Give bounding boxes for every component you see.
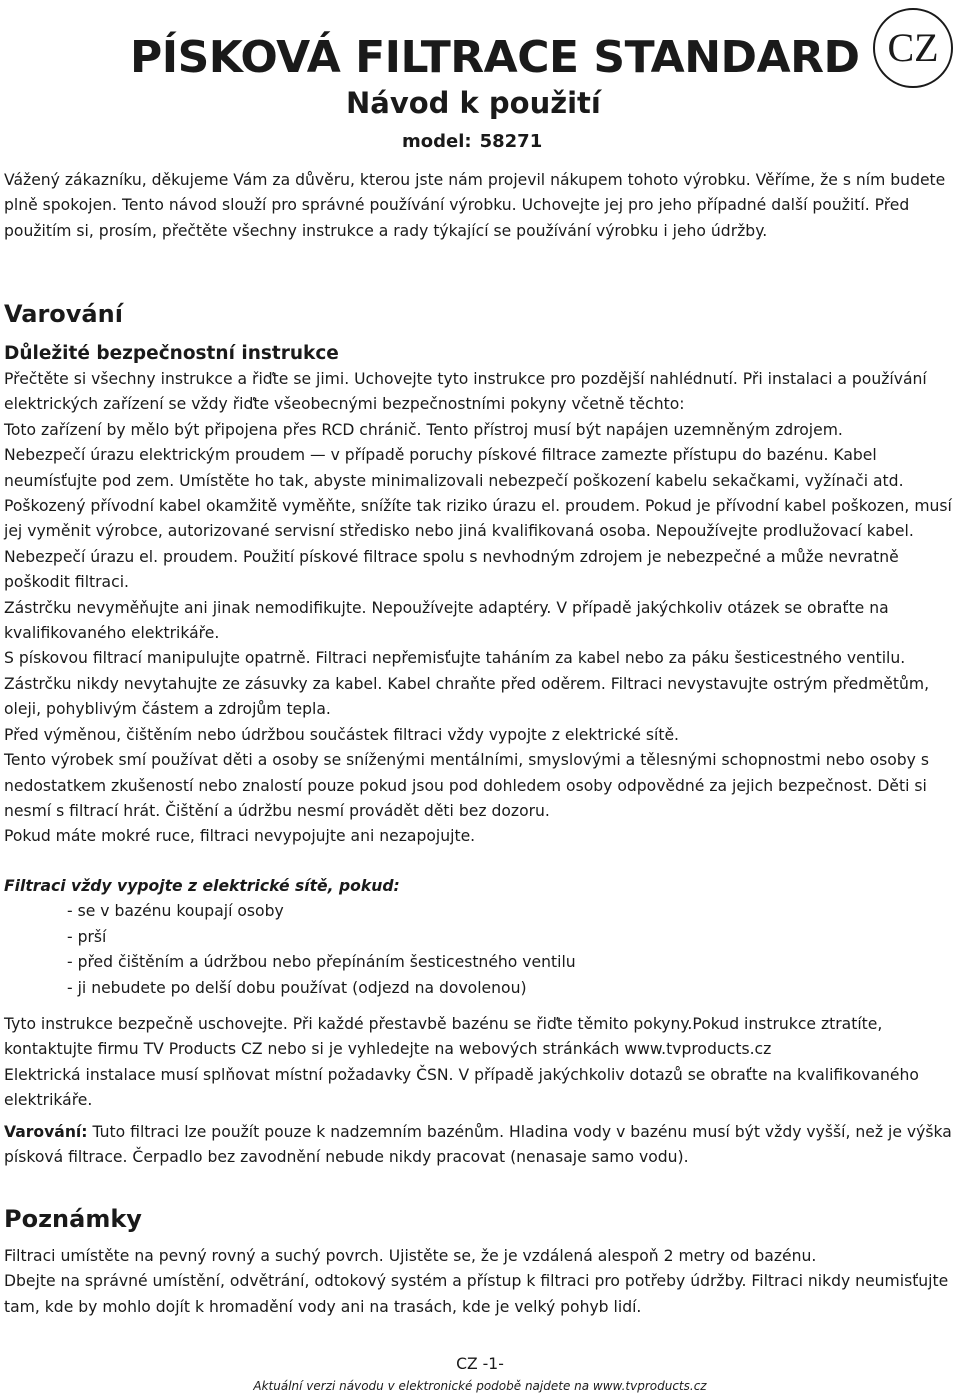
final-warning-text: Tuto filtraci lze použít pouze k nadzemním bazénům. Hladina vody v bazénu musí být vždy vyšší, než je výška písková filtrace. Čerpadlo bez zavodnění nebude nikdy pracovat (nenasaje samo vodu). [4,1123,952,1167]
intro-block [4,168,956,244]
safety-paragraph: Zástrčku nevyměňujte ani jinak nemodifikujte. Nepoužívejte adaptéry. V případě jakýchkoliv otázek se obraťte na kvalifikovaného elektrikáře. [4,598,889,643]
unplug-list [4,899,956,1001]
keep-paragraph: Tyto instrukce bezpečně uschovejte. Při každé přestavbě bazénu se řiďte těmito pokyny.Pokud instrukce ztratíte, kontaktujte firmu TV Products CZ nebo si je vyhledejte na webových stránkách www.tvproducts.cz [4,1015,883,1059]
safety-paragraph: Přečtěte si všechny instrukce a řiďte se jimi. Uchovejte tyto instrukce pro pozdější nahlédnutí. Při instalaci a používání elektrických zařízení se vždy řiďte všeobecnými bezpečnostními pokyny včetně těchto: [4,370,927,414]
safety-paragraph: Před výměnou, čištěním nebo údržbou součástek filtraci vždy vypojte z elektrické sítě. [4,725,679,744]
intro-paragraph: Vážený zákazníku, děkujeme Vám za důvěru, kterou jste nám projevil nákupem tohoto výrobku. Věříme, že s ním budete plně spokojen. Tento návod slouží pro správné používání výrobku. Uchovejte jej pro jeho případné další použití. Před použitím si, prosím, přečtěte všechny instrukce a rady týkající se používání výrobku i jeho údržby. [4,171,946,240]
document-subtitle: Návod k použití [346,86,601,120]
notes-paragraph: Dbejte na správné umístění, odvětrání, odtokový systém a přístup k filtraci pro potřeby údržby. Filtraci nikdy neumisťujte tam, kde by mohlo dojít k hromadění vody ani na trasách, kde je velký pohyb lidí. [4,1272,949,1316]
model-number: 58271 [479,131,543,152]
list-item: - před čištěním a údržbou nebo přepínáním šesticestného ventilu [67,953,576,972]
footer-note: Aktuální verzi návodu v elektronické podobě najdete na www.tvproducts.cz [253,1379,707,1393]
safety-paragraph: Nebezpečí úrazu el. proudem. Použití pískové filtrace spolu s nevhodným zdrojem je nebezpečné a může nevratně poškodit filtraci. [4,547,899,592]
page-number: CZ -1- [456,1355,504,1373]
warning-heading: Varování [4,300,123,328]
keep-paragraph: Elektrická instalace musí splňovat místní požadavky ČSN. V případě jakýchkoliv dotazů se obraťte na kvalifikovaného elektrikáře. [4,1065,919,1110]
final-warning [4,1120,956,1171]
safety-paragraph: Nebezpečí úrazu elektrickým proudem — v případě poruchy pískové filtrace zamezte přístupu do bazénu. Kabel neumísťujte pod zem. Umístěte ho tak, abyste minimalizovali nebezpečí poškození kabelu sekačkami, vyžínači atd. Poškozený přívodní kabel okamžitě vyměňte, snížíte tak riziko úrazu el. proudem. Pokud je přívodní kabel poškozen, musí jej vyměnit výrobce, autorizované servisní středisko nebo jiná kvalifikovaná osoba. Nepoužívejte prodlužovací kabel. [4,446,952,541]
notes-block [4,1244,956,1320]
list-item: - se v bazénu koupají osoby [67,902,284,921]
list-item: - prší [67,927,107,946]
document-title: PÍSKOVÁ FILTRACE STANDARD [130,32,860,83]
safety-paragraph: Tento výrobek smí používat děti a osoby se sníženými mentálními, smyslovými a tělesnými schopnostmi nebo osoby s nedostatkem zkušeností nebo znalostí pouze pokud jsou pod dohledem osoby odpovědné za jejich bezpečnost. Děti si nesmí s filtrací hrát. Čištění a údržbu nesmí provádět děti bez dozoru. [4,751,929,820]
keep-instructions [4,1012,956,1114]
safety-instructions [4,367,956,850]
safety-heading: Důležité bezpečnostní instrukce [4,343,339,364]
notes-paragraph: Filtraci umístěte na pevný rovný a suchý povrch. Ujistěte se, že je vzdálená alespoň 2 metry od bazénu. [4,1247,817,1265]
notes-heading: Poznámky [4,1205,142,1233]
final-warning-label: Varování: [4,1123,88,1141]
list-item: - ji nebudete po delší dobu používat (odjezd na dovolenou) [67,978,527,997]
unplug-section [4,874,956,1001]
safety-paragraph: S pískovou filtrací manipulujte opatrně. Filtraci nepřemisťujte taháním za kabel nebo za páku šesticestného ventilu. Zástrčku nikdy nevytahujte ze zásuvky za kabel. Kabel chraňte před oděrem. Filtraci nevystavujte ostrým předmětům, oleji, pohyblivým částem a zdrojům tepla. [4,649,930,719]
model-label: model: [402,131,472,152]
country-badge: CZ [873,8,953,88]
model-line [402,130,542,154]
safety-paragraph: Toto zařízení by mělo být připojena přes RCD chránič. Tento přístroj musí být napájen uzemněným zdrojem. [4,420,843,439]
unplug-heading: Filtraci vždy vypojte z elektrické sítě, pokud: [4,877,400,895]
safety-paragraph: Pokud máte mokré ruce, filtraci nevypojujte ani nezapojujte. [4,827,476,846]
